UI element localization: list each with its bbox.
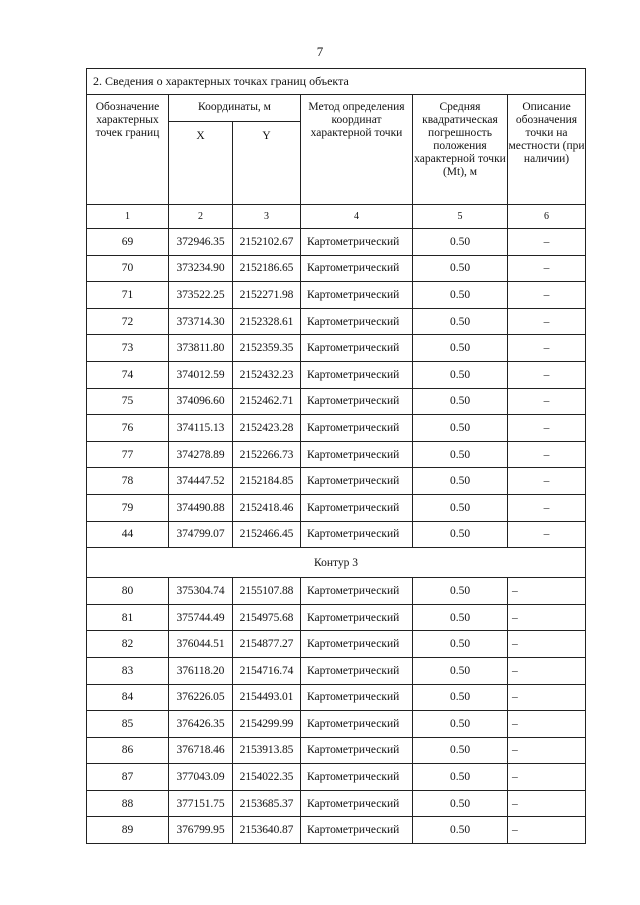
description-cell: – (508, 255, 586, 282)
x-coordinate-cell: 375744.49 (169, 604, 233, 631)
description-cell: – (508, 441, 586, 468)
point-id-cell: 89 (87, 817, 169, 844)
y-coordinate-cell: 2154299.99 (233, 711, 301, 738)
header-description: Описание обозначения точки на местности (при наличии) (508, 95, 586, 205)
accuracy-cell: 0.50 (413, 415, 508, 442)
point-id-cell: 74 (87, 361, 169, 388)
x-coordinate-cell: 373811.80 (169, 335, 233, 362)
table-row (87, 494, 586, 521)
method-cell: Картометрический (301, 631, 413, 658)
header-point-id: Обозначение характерных точек границ (87, 95, 169, 205)
accuracy-cell: 0.50 (413, 521, 508, 548)
contour-label: Контур 3 (87, 548, 586, 578)
accuracy-cell: 0.50 (413, 657, 508, 684)
x-coordinate-cell: 373522.25 (169, 282, 233, 309)
method-cell: Картометрический (301, 308, 413, 335)
description-cell: – (508, 631, 586, 658)
description-cell: – (508, 521, 586, 548)
x-coordinate-cell: 376718.46 (169, 737, 233, 764)
description-cell: – (508, 494, 586, 521)
description-cell: – (508, 361, 586, 388)
table-row (87, 764, 586, 791)
section-title-row (87, 69, 586, 95)
accuracy-cell: 0.50 (413, 255, 508, 282)
description-cell: – (508, 229, 586, 256)
header-accuracy: Средняя квадратическая погрешность положения характерной точки (Mt), м (413, 95, 508, 205)
accuracy-cell: 0.50 (413, 737, 508, 764)
y-coordinate-cell: 2152432.23 (233, 361, 301, 388)
table-row (87, 578, 586, 605)
y-coordinate-cell: 2152328.61 (233, 308, 301, 335)
method-cell: Картометрический (301, 441, 413, 468)
x-coordinate-cell: 374490.88 (169, 494, 233, 521)
x-coordinate-cell: 376226.05 (169, 684, 233, 711)
method-cell: Картометрический (301, 521, 413, 548)
method-cell: Картометрический (301, 255, 413, 282)
point-id-cell: 88 (87, 790, 169, 817)
table-row (87, 415, 586, 442)
x-coordinate-cell: 374012.59 (169, 361, 233, 388)
point-id-cell: 86 (87, 737, 169, 764)
y-coordinate-cell: 2152359.35 (233, 335, 301, 362)
boundary-points-table (86, 68, 586, 844)
description-cell: – (508, 817, 586, 844)
table-row (87, 468, 586, 495)
y-coordinate-cell: 2153685.37 (233, 790, 301, 817)
point-id-cell: 73 (87, 335, 169, 362)
point-id-cell: 75 (87, 388, 169, 415)
table-row (87, 441, 586, 468)
accuracy-cell: 0.50 (413, 631, 508, 658)
point-id-cell: 84 (87, 684, 169, 711)
y-coordinate-cell: 2154493.01 (233, 684, 301, 711)
x-coordinate-cell: 374115.13 (169, 415, 233, 442)
point-id-cell: 81 (87, 604, 169, 631)
table-row (87, 361, 586, 388)
point-id-cell: 44 (87, 521, 169, 548)
x-coordinate-cell: 373714.30 (169, 308, 233, 335)
table-row (87, 817, 586, 844)
point-id-cell: 71 (87, 282, 169, 309)
header-x: X (169, 122, 233, 205)
y-coordinate-cell: 2152423.28 (233, 415, 301, 442)
header-method: Метод определения координат характерной точки (301, 95, 413, 205)
method-cell: Картометрический (301, 282, 413, 309)
x-coordinate-cell: 375304.74 (169, 578, 233, 605)
description-cell: – (508, 657, 586, 684)
accuracy-cell: 0.50 (413, 494, 508, 521)
point-id-cell: 76 (87, 415, 169, 442)
y-coordinate-cell: 2154716.74 (233, 657, 301, 684)
accuracy-cell: 0.50 (413, 361, 508, 388)
method-cell: Картометрический (301, 817, 413, 844)
page-number: 7 (316, 44, 324, 59)
method-cell: Картометрический (301, 790, 413, 817)
table-row (87, 711, 586, 738)
y-coordinate-cell: 2155107.88 (233, 578, 301, 605)
column-number: 2 (169, 205, 233, 229)
method-cell: Картометрический (301, 764, 413, 791)
table-row (87, 657, 586, 684)
x-coordinate-cell: 377151.75 (169, 790, 233, 817)
description-cell: – (508, 335, 586, 362)
point-id-cell: 87 (87, 764, 169, 791)
table-row (87, 335, 586, 362)
x-coordinate-cell: 373234.90 (169, 255, 233, 282)
accuracy-cell: 0.50 (413, 684, 508, 711)
description-cell: – (508, 790, 586, 817)
x-coordinate-cell: 376426.35 (169, 711, 233, 738)
description-cell: – (508, 308, 586, 335)
x-coordinate-cell: 374096.60 (169, 388, 233, 415)
column-number: 6 (508, 205, 586, 229)
table-row (87, 308, 586, 335)
y-coordinate-cell: 2153913.85 (233, 737, 301, 764)
column-number: 1 (87, 205, 169, 229)
header-row (87, 95, 586, 122)
point-id-cell: 70 (87, 255, 169, 282)
y-coordinate-cell: 2152466.45 (233, 521, 301, 548)
accuracy-cell: 0.50 (413, 711, 508, 738)
point-id-cell: 72 (87, 308, 169, 335)
method-cell: Картометрический (301, 711, 413, 738)
method-cell: Картометрический (301, 604, 413, 631)
contour-row (87, 548, 586, 578)
accuracy-cell: 0.50 (413, 335, 508, 362)
y-coordinate-cell: 2154975.68 (233, 604, 301, 631)
method-cell: Картометрический (301, 494, 413, 521)
x-coordinate-cell: 376799.95 (169, 817, 233, 844)
column-number: 4 (301, 205, 413, 229)
description-cell: – (508, 468, 586, 495)
x-coordinate-cell: 372946.35 (169, 229, 233, 256)
point-id-cell: 77 (87, 441, 169, 468)
method-cell: Картометрический (301, 388, 413, 415)
column-number: 3 (233, 205, 301, 229)
point-id-cell: 82 (87, 631, 169, 658)
point-id-cell: 80 (87, 578, 169, 605)
section-title: 2. Сведения о характерных точках границ объекта (87, 69, 586, 95)
y-coordinate-cell: 2154022.35 (233, 764, 301, 791)
table-row (87, 229, 586, 256)
method-cell: Картометрический (301, 229, 413, 256)
y-coordinate-cell: 2152266.73 (233, 441, 301, 468)
table-row (87, 255, 586, 282)
table-row (87, 737, 586, 764)
x-coordinate-cell: 374278.89 (169, 441, 233, 468)
x-coordinate-cell: 376118.20 (169, 657, 233, 684)
table-row (87, 631, 586, 658)
accuracy-cell: 0.50 (413, 817, 508, 844)
table-row (87, 790, 586, 817)
table-row (87, 282, 586, 309)
description-cell: – (508, 282, 586, 309)
method-cell: Картометрический (301, 578, 413, 605)
accuracy-cell: 0.50 (413, 441, 508, 468)
x-coordinate-cell: 374799.07 (169, 521, 233, 548)
y-coordinate-cell: 2152186.65 (233, 255, 301, 282)
description-cell: – (508, 711, 586, 738)
x-coordinate-cell: 374447.52 (169, 468, 233, 495)
accuracy-cell: 0.50 (413, 790, 508, 817)
accuracy-cell: 0.50 (413, 388, 508, 415)
method-cell: Картометрический (301, 335, 413, 362)
table-row (87, 604, 586, 631)
point-id-cell: 69 (87, 229, 169, 256)
column-number: 5 (413, 205, 508, 229)
method-cell: Картометрический (301, 684, 413, 711)
accuracy-cell: 0.50 (413, 468, 508, 495)
accuracy-cell: 0.50 (413, 604, 508, 631)
method-cell: Картометрический (301, 415, 413, 442)
point-id-cell: 79 (87, 494, 169, 521)
y-coordinate-cell: 2152102.67 (233, 229, 301, 256)
header-y: Y (233, 122, 301, 205)
method-cell: Картометрический (301, 657, 413, 684)
description-cell: – (508, 737, 586, 764)
accuracy-cell: 0.50 (413, 229, 508, 256)
point-id-cell: 83 (87, 657, 169, 684)
x-coordinate-cell: 377043.09 (169, 764, 233, 791)
description-cell: – (508, 764, 586, 791)
accuracy-cell: 0.50 (413, 308, 508, 335)
column-numbers-row (87, 205, 586, 229)
table-row (87, 388, 586, 415)
header-coordinates: Координаты, м (169, 95, 301, 122)
description-cell: – (508, 415, 586, 442)
x-coordinate-cell: 376044.51 (169, 631, 233, 658)
description-cell: – (508, 578, 586, 605)
accuracy-cell: 0.50 (413, 282, 508, 309)
y-coordinate-cell: 2152462.71 (233, 388, 301, 415)
method-cell: Картометрический (301, 468, 413, 495)
y-coordinate-cell: 2152271.98 (233, 282, 301, 309)
method-cell: Картометрический (301, 737, 413, 764)
y-coordinate-cell: 2152418.46 (233, 494, 301, 521)
description-cell: – (508, 684, 586, 711)
y-coordinate-cell: 2153640.87 (233, 817, 301, 844)
point-id-cell: 85 (87, 711, 169, 738)
table-row (87, 684, 586, 711)
table-row (87, 521, 586, 548)
accuracy-cell: 0.50 (413, 764, 508, 791)
accuracy-cell: 0.50 (413, 578, 508, 605)
description-cell: – (508, 604, 586, 631)
description-cell: – (508, 388, 586, 415)
point-id-cell: 78 (87, 468, 169, 495)
method-cell: Картометрический (301, 361, 413, 388)
y-coordinate-cell: 2154877.27 (233, 631, 301, 658)
y-coordinate-cell: 2152184.85 (233, 468, 301, 495)
